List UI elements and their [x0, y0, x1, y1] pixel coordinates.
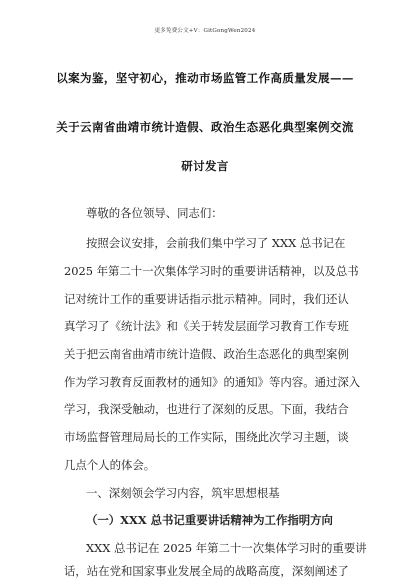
- paragraph-1-line-4: 真学习了《统计法》和《关于转发层面学习教育工作专班: [64, 319, 349, 333]
- paragraph-1-line-5: 关于把云南省曲靖市统计造假、政治生态恶化的典型案例: [64, 347, 349, 361]
- document-title-line-2: 关于云南省曲靖市统计造假、政治生态恶化典型案例交流: [56, 120, 354, 134]
- document-title-line-1: 以案为鉴，坚守初心，推动市场监管工作高质量发展——: [56, 71, 354, 85]
- paragraph-1-line-6: 作为学习教育反面教材的通知》的通知》等内容。通过深入: [64, 375, 361, 389]
- paragraph-1-line-8: 市场监督管理局局长的工作实际，围绕此次学习主题，谈: [64, 430, 349, 444]
- section-heading-1: 一、深刻领会学习内容，筑牢思想根基: [86, 486, 280, 500]
- subsection-heading-1: （一）XXX 总书记重要讲话精神为工作指明方向: [86, 513, 333, 527]
- paragraph-1-line-9: 几点个人的体会。: [64, 458, 156, 472]
- document-title-line-3: 研讨发言: [181, 159, 229, 173]
- paragraph-1-line-7: 学习，我深受触动，也进行了深刻的反思。下面，我结合: [64, 402, 349, 416]
- paragraph-2-line-1: XXX 总书记在 2025 年第二十一次集体学习时的重要讲: [86, 541, 367, 555]
- paragraph-1-line-2: 2025 年第二十一次集体学习时的重要讲话精神，以及总书: [64, 264, 359, 278]
- salutation: 尊敬的各位领导、同志们：: [86, 206, 223, 220]
- paragraph-2-line-2: 话，站在党和国家事业发展全局的战略高度，深刻阐述了: [64, 564, 349, 578]
- paragraph-1-line-3: 记对统计工作的重要讲话指示批示精神。同时，我们还认: [64, 292, 349, 306]
- header-note: 更多免费公文+V：GitGongWen2024: [154, 28, 256, 34]
- paragraph-1-line-1: 按照会议安排，会前我们集中学习了 XXX 总书记在: [86, 236, 346, 250]
